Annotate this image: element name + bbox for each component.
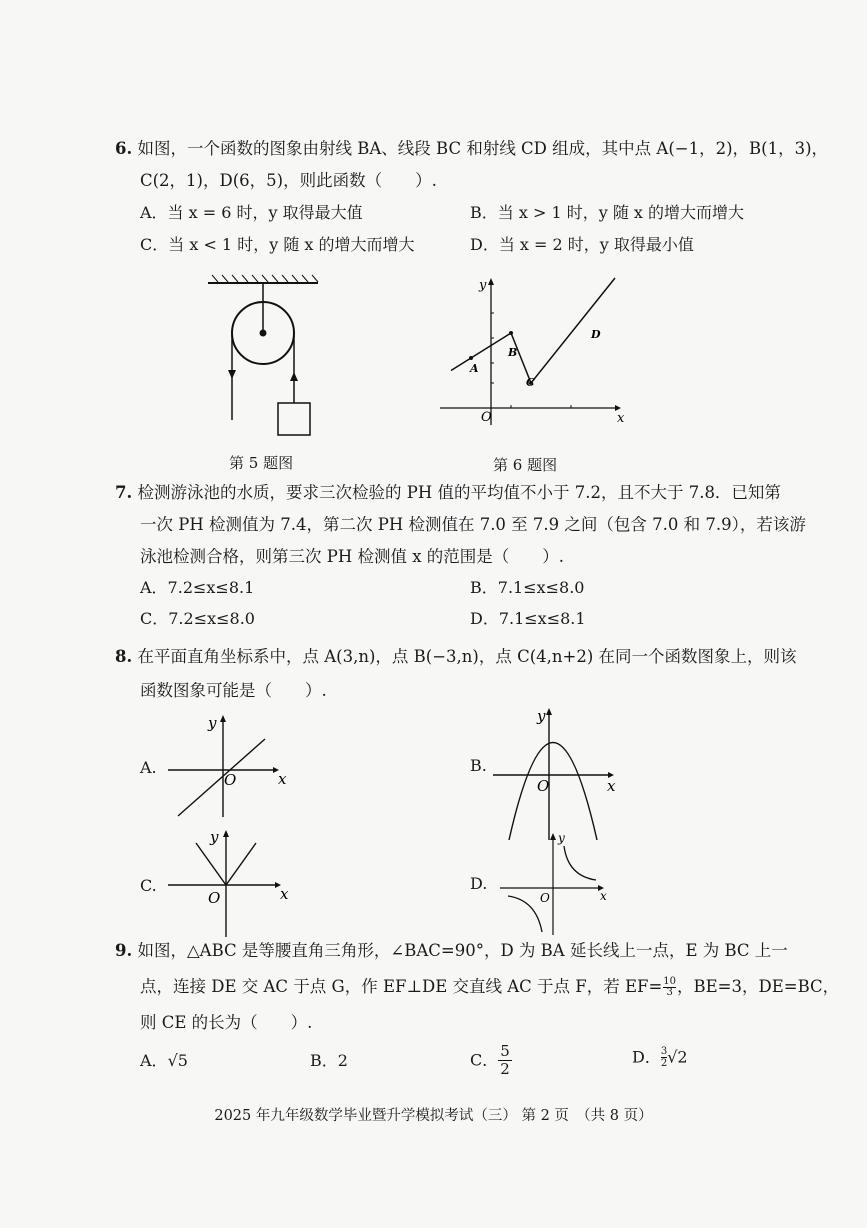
fig6-y-label: y xyxy=(479,278,487,293)
q9-stem-line1: 9. 如图，△ABC 是等腰直角三角形，∠BAC=90°，D 为 BA 延长线上一点，E 为 BC 上一 xyxy=(115,941,788,960)
q7-stem-line1: 7. 检测游泳池的水质，要求三次检验的 PH 值的平均值不小于 7.2，且不大于 7.8．已知第 xyxy=(115,483,781,502)
svg-text:y: y xyxy=(208,714,217,732)
q9-stem-line2: 点，连接 DE 交 AC 于点 G，作 EF⊥DE 交直线 AC 于点 F，若 EF= $\frac{10}{3}$ ，BE=3，DE=BC， xyxy=(140,976,840,998)
q6-option-c[interactable]: C．当 x < 1 时，y 随 x 的增大而增大 xyxy=(140,235,415,254)
q6-number: 6. xyxy=(115,139,133,158)
q7-stem-line2: 一次 PH 检测值为 7.4，第二次 PH 检测值在 7.0 至 7.9 之间（包含 7.0 和 7.9），若该游 xyxy=(140,515,806,534)
q7-option-b[interactable]: B．7.1≤x≤8.0 xyxy=(470,578,585,597)
q7-option-a[interactable]: A．7.2≤x≤8.1 xyxy=(140,578,255,597)
fig6-label-a: A xyxy=(470,362,479,375)
svg-text:y: y xyxy=(537,707,546,725)
q7-option-d[interactable]: D．7.1≤x≤8.1 xyxy=(470,609,586,628)
fig6-point-a xyxy=(469,356,473,360)
q6-stem-line1: 6. 如图，一个函数的图象由射线 BA、线段 BC 和射线 CD 组成，其中点 A(−1，2)，B(1，3)， xyxy=(115,139,829,158)
svg-text:y: y xyxy=(558,831,565,845)
q9-stem-line3: 则 CE 的长为（ ）. xyxy=(140,1013,313,1032)
q7-option-c[interactable]: C．7.2≤x≤8.0 xyxy=(140,609,255,628)
figure6-graph xyxy=(435,275,635,435)
q9-ef-fraction: $\frac{10}{3}$ xyxy=(663,976,677,998)
page-footer: 2025 年九年级数学毕业暨升学模拟考试（三） 第 2 页 （共 8 页） xyxy=(214,1108,653,1124)
q9-option-c[interactable]: C． $\frac{5}{2}$ xyxy=(470,1042,510,1078)
q8-stem-line1: 8. 在平面直角坐标系中，点 A(3,n)，点 B(−3,n)，点 C(4,n+2) 在同一个函数图象上，则该 xyxy=(115,647,797,666)
svg-text:O: O xyxy=(537,777,550,795)
fig6-label-b: B xyxy=(508,346,518,359)
q8-option-c-graph[interactable] xyxy=(168,825,298,940)
q9-option-a[interactable]: A．√5 xyxy=(140,1051,188,1070)
q9-number: 9. xyxy=(115,941,133,960)
q8-stem-line2: 函数图象可能是（ ）. xyxy=(140,681,327,700)
fig6-label-d: D xyxy=(591,328,601,341)
figure5-caption: 第 5 题图 xyxy=(229,454,294,472)
svg-text:x: x xyxy=(600,889,607,903)
svg-text:x: x xyxy=(278,770,287,788)
q8-option-b-graph[interactable] xyxy=(493,705,633,845)
q8-option-d-label[interactable]: D. xyxy=(470,874,488,893)
svg-text:O: O xyxy=(540,891,550,905)
q9-option-b[interactable]: B．2 xyxy=(310,1051,348,1070)
fig6-origin-label: O xyxy=(481,410,492,425)
q6-option-a[interactable]: A．当 x = 6 时，y 取得最大值 xyxy=(140,203,363,222)
svg-text:x: x xyxy=(607,777,616,795)
q8-option-a-graph[interactable] xyxy=(168,712,298,822)
fig6-x-label: x xyxy=(617,411,625,426)
q7-number: 7. xyxy=(115,483,133,502)
svg-text:O: O xyxy=(224,771,237,789)
q7-stem-line3: 泳池检测合格，则第三次 PH 检测值 x 的范围是（ ）. xyxy=(140,547,565,566)
q8-option-c-label[interactable]: C. xyxy=(140,876,157,895)
figure5-pulley xyxy=(200,275,330,445)
q6-option-b[interactable]: B．当 x > 1 时，y 随 x 的增大而增大 xyxy=(470,203,745,222)
fig6-label-c: C xyxy=(526,376,535,389)
q8-number: 8. xyxy=(115,647,133,666)
svg-text:O: O xyxy=(208,889,221,907)
q8-option-a-label[interactable]: A. xyxy=(140,758,157,777)
q8-option-b-label[interactable]: B. xyxy=(470,756,487,775)
q6-option-d[interactable]: D．当 x = 2 时，y 取得最小值 xyxy=(470,235,694,254)
q9-option-d[interactable]: D． $\frac{3}{2}$ √2 xyxy=(632,1046,688,1069)
fig6-point-b xyxy=(509,331,513,335)
svg-text:x: x xyxy=(280,885,289,903)
figure6-caption: 第 6 题图 xyxy=(493,456,558,474)
svg-text:y: y xyxy=(210,828,219,846)
q6-stem-line2: C(2，1)，D(6，5)，则此函数（ ）. xyxy=(140,171,437,190)
q8-option-d-graph[interactable] xyxy=(500,830,620,940)
